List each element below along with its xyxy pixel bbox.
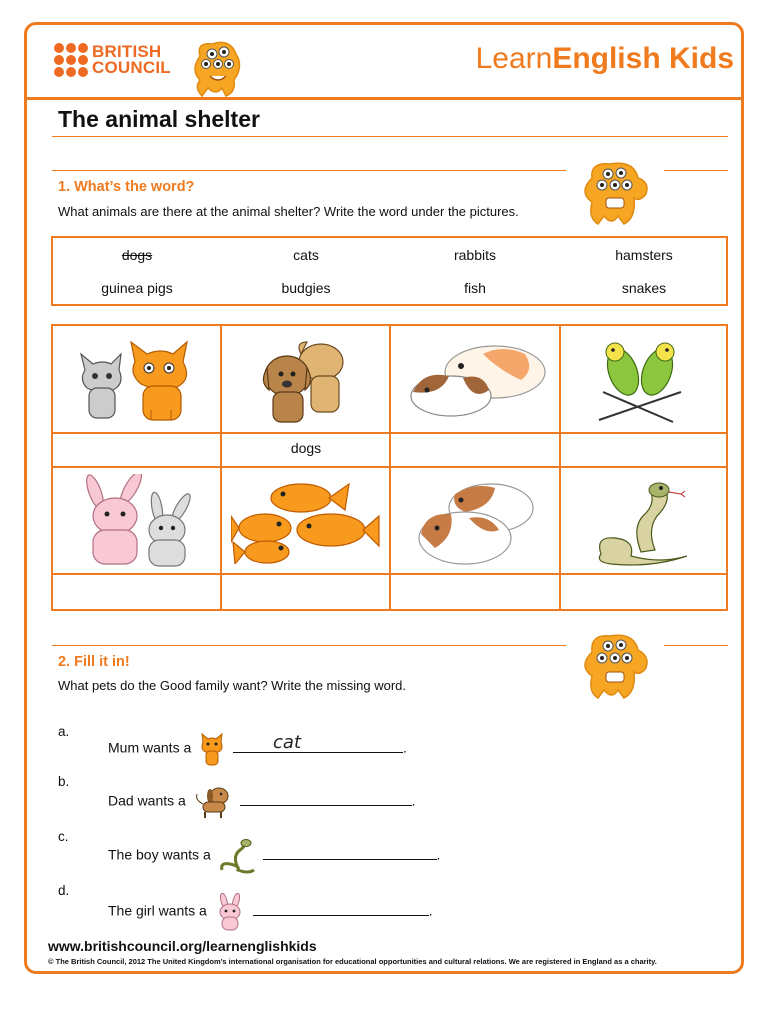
section1-rule-right (664, 170, 728, 171)
footer-url[interactable]: www.britishcouncil.org/learnenglishkids (48, 938, 317, 954)
org-name-line1: BRITISH (92, 42, 162, 61)
item-prompt: Dad wants a (108, 792, 186, 809)
item-prompt: The boy wants a (108, 846, 211, 863)
mascot-section2-icon (574, 630, 656, 706)
snake-mini-icon (218, 838, 256, 874)
answer-cell[interactable]: dogs (290, 440, 322, 456)
page-title: The animal shelter (58, 106, 260, 132)
item-letter: c. (58, 829, 69, 844)
mascot-section1-icon (574, 158, 656, 232)
word-bank-item: guinea pigs (101, 280, 173, 296)
answer-blank[interactable] (263, 847, 437, 860)
word-bank-item: cats (293, 247, 319, 263)
section2-instruction: What pets do the Good family want? Write the missing word. (58, 678, 407, 693)
dogs-picture (251, 332, 361, 428)
cat-mini-icon (198, 732, 226, 766)
guinea-pigs-picture (403, 340, 553, 420)
word-bank-item: rabbits (453, 247, 497, 263)
item-prompt: Mum wants a (108, 739, 192, 756)
section2-title: 2. Fill it in! (58, 654, 130, 670)
hamsters-picture (415, 478, 537, 568)
item-letter: b. (58, 774, 70, 789)
section1-instruction: What animals are there at the animal shelter? Write the word under the pictures. (58, 204, 519, 219)
snakes-picture (591, 476, 695, 568)
item-letter: d. (58, 883, 70, 898)
word-bank-item: dogs (121, 247, 153, 263)
section1-title: 1. What’s the word? (58, 179, 195, 195)
fill-item-c: The boy wants a . (108, 838, 440, 874)
section2-rule-right (664, 645, 728, 646)
logo-dots-icon (54, 43, 88, 77)
fill-item-d: The girl wants a . (108, 893, 433, 931)
answer-blank[interactable] (253, 903, 429, 916)
picture-grid (51, 324, 728, 611)
word-bank-item: fish (464, 280, 486, 296)
rabbits-picture (79, 474, 199, 568)
rabbit-mini-icon (214, 893, 246, 931)
footer-copyright: © The British Council, 2012 The United Kingdom’s international organisation for educational opportunities and cultural relations. We are registered in England as a charity. (48, 957, 657, 966)
header-divider (24, 97, 744, 100)
british-council-logo (54, 43, 204, 79)
word-bank-item: snakes (621, 280, 667, 296)
brand-bold-text: English Kids (552, 42, 734, 75)
learnenglish-kids-logo (476, 42, 734, 76)
item-prompt: The girl wants a (108, 902, 207, 919)
word-bank (51, 236, 728, 306)
brand-light-text: Learn (475, 42, 553, 75)
budgies-picture (589, 332, 689, 424)
item-letter: a. (58, 724, 70, 739)
fill-item-a: Mum wants a cat . (108, 732, 407, 766)
section1-rule (52, 170, 566, 171)
handwritten-answer: cat (273, 731, 302, 753)
answer-blank[interactable] (240, 793, 412, 806)
dog-mini-icon (193, 784, 233, 820)
word-bank-item: hamsters (615, 247, 673, 263)
fish-picture (231, 480, 381, 564)
cats-picture (71, 334, 205, 426)
word-bank-item: budgies (281, 280, 331, 296)
mascot-header-icon (186, 36, 248, 100)
section2-rule (52, 645, 566, 646)
fill-item-b: Dad wants a . (108, 784, 416, 820)
title-underline (52, 136, 728, 137)
org-name-line2: COUNCIL (92, 58, 171, 77)
